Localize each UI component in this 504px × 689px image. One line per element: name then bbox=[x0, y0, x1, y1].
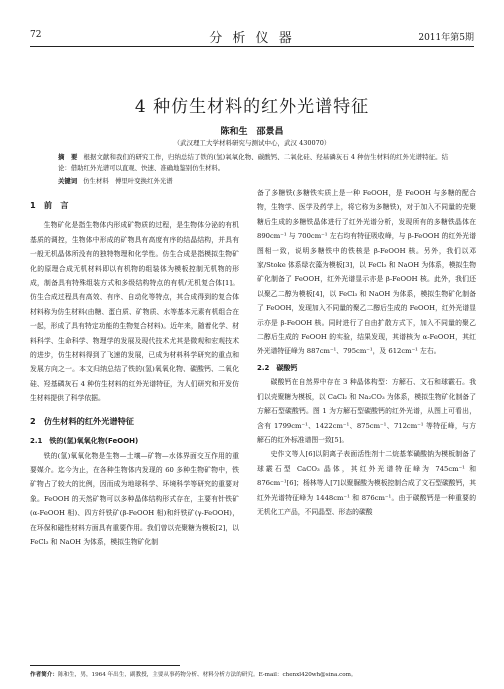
footnote-text: 陈和生，男，1964 年出生，副教授，主要从事药物分析、材料分析方法的研究。E-mail：chenxl420wh@sina.com。 bbox=[57, 672, 357, 678]
journal-name: 分 析 仪 器 bbox=[209, 31, 295, 46]
section-heading-introduction: 1 前 言 bbox=[30, 200, 69, 210]
running-header bbox=[30, 30, 474, 44]
keywords-label: 关键词 bbox=[58, 177, 78, 185]
body-paragraph: 备了多糖铁(多糖铁实质上是一种 FeOOH，是 FeOOH 与多糖的配合物，生物学、医学及药学上，将它称为多糖铁)，对于加入不同量的壳聚糖后生成的多糖铁晶体进行了红外光谱分析，发现所有的多糖铁晶体在 890cm⁻¹ 与 700cm⁻¹ 左右均有特征吸收峰，与 β-FeOOH 的红外光谱图相一致，说明多糖铁中的铁核是 β-FeOOH 核。另外，我们以邓家/Stoke 体系绿衣藻为模板[3]，以 FeCl₃ 和 NaOH 为体系，模拟生物矿化制备了 FeOOH，红外光谱显示亦是 β-FeOOH 核。此外，我们还以聚乙二醇为模板[4]，以 FeCl₃ 和 NaOH 为体系，模拟生物矿化制备了 FeOOH，发现加入不同量的聚乙二醇后生成的 FeOOH，红外光谱显示亦是 β-FeOOH 核。同时进行了自由扩散方式下，加入不同量的聚乙二醇后生成的 FeOOH 的实验，结果发现，其谱核为 α-FeOOH，其红外光谱特征峰为 887cm⁻¹、795cm⁻¹，及 612cm⁻¹ 左右。 bbox=[257, 189, 476, 356]
subsection-heading-feooh: 2.1 铁的(氢)氧氧化物(FeOOH) bbox=[30, 437, 139, 446]
abstract bbox=[58, 152, 448, 174]
footnote-label: 作者简介： bbox=[30, 672, 58, 678]
author-footnote bbox=[30, 670, 474, 678]
left-column bbox=[30, 190, 239, 549]
page-number: 72 bbox=[30, 30, 42, 40]
article-title: 4 种仿生材料的红外光谱特征 bbox=[134, 97, 370, 117]
footnote-rule bbox=[30, 665, 180, 666]
keywords-text: 仿生材料 傅里叶变换红外光谱 bbox=[83, 177, 173, 185]
right-column bbox=[257, 186, 476, 519]
abstract-text: 根据文献和我们的研究工作，归纳总结了铁的(氢)氧氧化物、碳酸钙、二氧化硅、羟基磷灰石 4 种仿生材料的红外光谱特征。结论：借助红外光谱可以直观、快速、准确地鉴别仿生材料。 bbox=[58, 153, 449, 172]
body-paragraph: 铁的(氢)氧氧化物是生物—土壤—矿物—水体界面交互作用的重要媒介。迄今为止，在各种生物体内发现的 60 多种生物矿物中，铁矿物占了较大的比例，因而成为地球科学、环境科学等研究的重要对象。FeOOH 的天然矿物可以多种晶体结构形式存在，主要有针铁矿(α-FeOOH 相)、四方纤铁矿(β-FeOOH 相)和纤铁矿(γ-FeOOH)，在环保和磁性材料方面具有重要作用。我们曾以壳聚糖为模板[2]，以 FeCl₃ 和 NaOH 为体系，模拟生物矿化制 bbox=[30, 451, 239, 546]
section-heading-ir-features: 2 仿生材料的红外光谱特征 bbox=[30, 415, 134, 426]
issue-label: 2011年第5期 bbox=[418, 33, 474, 43]
body-paragraph: 碳酸钙在自然界中存在 3 种晶体构型：方解石、文石和球霰石。我们以壳聚糖为模板，以 CaCl₂ 和 Na₂CO₃ 为体系，模拟生物矿化制备了方解石型碳酸钙。图 1 为方解石型碳酸钙的红外光谱，从图上可看出，含有 1799cm⁻¹、1422cm⁻¹、875cm⁻¹、712cm⁻¹ 等特征峰，与方解石的红外标准谱图一致[5]。 bbox=[257, 378, 476, 444]
article-authors: 陈和生 邵景昌 bbox=[220, 127, 284, 137]
header-rule bbox=[30, 46, 474, 47]
body-paragraph: 史作文等人[6]以阴离子表面活性剂十二烷基苯磺酸钠为模板制备了球霰石型 CaCO₃ 晶体，其红外光谱特征峰为 745cm⁻¹ 和 876cm⁻¹[6]；杨林等人[7]以聚脲酸为模板控制合成了文石型碳酸钙，其红外光谱特征峰为 1448cm⁻¹ 和 876cm⁻¹。由于碳酸钙是一种重要的无机化工产品，不同晶型、形态的碳酸 bbox=[257, 450, 476, 516]
subsection-heading-calcium-carbonate: 2.2 碳酸钙 bbox=[257, 363, 298, 372]
abstract-label: 摘 要 bbox=[58, 153, 78, 161]
body-paragraph: 生物矿化是指生物体内形成矿物质的过程，是生物体分泌的有机基质的调控，生物体中形成的矿物具有高度有序的结晶结构，并具有一般无机晶体所没有的独特物理和化学性。仿生合成是指模拟生物矿化的原理合成无机材料即以有机物的组装体为模板控制无机物的形成，制备具有特殊组装方式和多级结构特点的有机/无机复合体[1]。仿生合成过程具有高效、有序、自动化等特点，其合成得到的复合体材料称为仿生材料(由糖、蛋白质、矿物质、水等基本元素有机组合在一起，形成了具有特定功能的生物复合材料)。近年来，随着化学、材料科学、生命科学、物理学的发展及现代技术尤其是微观和宏观技术的进步，仿生材料得到了飞速的发展，已成为材料科学研究的重点和发展方向之一。本文归纳总结了铁的(氢)氧氧化物、碳酸钙、二氧化硅、羟基磷灰石 4 种仿生材料的红外光谱特征，为人们研究和开发仿生材料提供了科学依据。 bbox=[30, 221, 239, 403]
article-affiliation: （武汉理工大学材料研究与测试中心，武汉 430070） bbox=[173, 139, 331, 147]
